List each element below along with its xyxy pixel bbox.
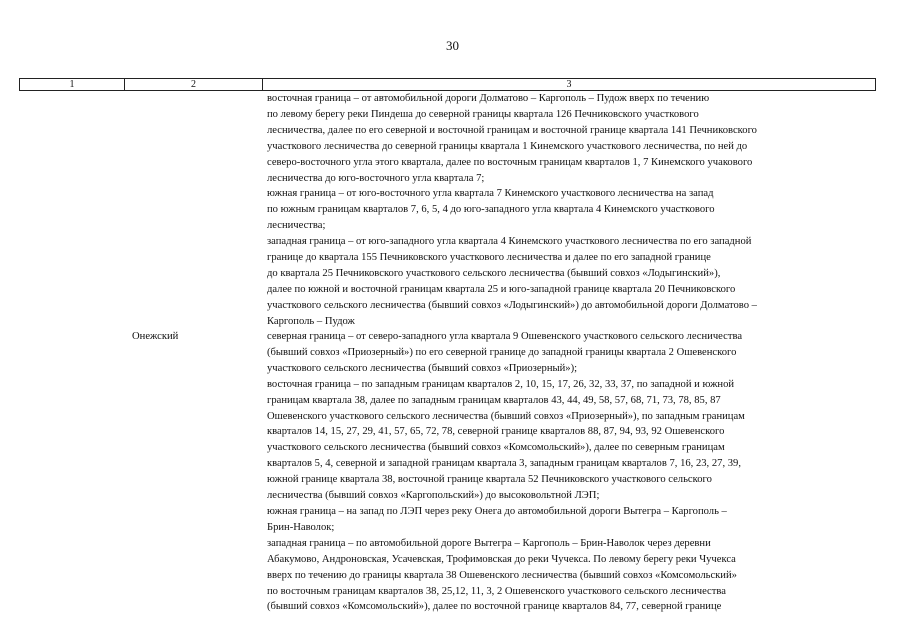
district-name: Онежский — [132, 331, 179, 342]
column-number-3: 3 — [263, 79, 876, 91]
text-line: по левому берегу реки Пиндеша до северной границы квартала 126 Печниковского участкового — [267, 108, 699, 120]
text-line: участкового сельского лесничества (бывший совхоз «Приозерный»); — [267, 362, 578, 374]
text-line: лесничества (бывший совхоз «Каргопольский») до высоковольтной ЛЭП; — [267, 490, 600, 502]
column-header-table — [19, 78, 876, 91]
page-number: 30 — [446, 38, 459, 53]
text-line: северная граница – от северо-западного угла квартала 9 Ошевенского участкового сельского лесничества — [267, 331, 743, 342]
text-line: лесничества до юго-восточного угла квартала 7; — [267, 172, 485, 184]
text-line: восточная граница – по западным границам кварталов 2, 10, 15, 17, 26, 32, 33, 37, по западной и южной — [267, 378, 735, 390]
text-line: по восточным границам кварталов 38, 25,12, 11, 3, 2 Ошевенского участкового сельского лесничества — [267, 585, 726, 597]
boundary-description-previous — [267, 91, 877, 330]
text-line: по южным границам кварталов 7, 6, 5, 4 до юго-западного угла квартала 4 Кинемского участкового — [267, 204, 715, 216]
text-line: западная граница – по автомобильной дороге Вытегра – Каргополь – Брин-Наволок через деревни — [267, 537, 711, 549]
text-line: участкового лесничества до северной границы квартала 1 Кинемского участкового лесничества, по ней до — [267, 140, 748, 152]
text-line: участкового сельского лесничества (бывший совхоз «Лодыгинский») до автомобильной дороги Долматово – — [267, 299, 757, 311]
text-line: лесничества, далее по его северной и восточной границам и восточной границе квартала 141 Печниковского — [267, 124, 757, 136]
text-line: (бывший совхоз «Приозерный») по его северной границе до западной границы квартала 2 Ошевенского — [267, 346, 737, 358]
column-number-1: 1 — [20, 79, 125, 91]
text-line: кварталов 5, 4, северной и западной границам квартала 3, западным границам кварталов 7, 16, 23, 27, 39, — [267, 458, 741, 470]
text-line: Брин-Наволок; — [267, 521, 335, 533]
text-line: кварталов 14, 15, 27, 29, 41, 57, 65, 72, 78, северной границе кварталов 88, 87, 94, 93, 92 Ошевенского — [267, 426, 725, 438]
text-line: (бывший совхоз «Комсомольский»), далее по восточной границе кварталов 84, 77, северной границе — [267, 601, 722, 613]
text-line: Абакумово, Андроновская, Усачевская, Трофимовская до реки Чучекса. По левому берегу реки Чучекса — [267, 553, 736, 565]
boundary-description-onezhsky — [267, 329, 877, 615]
text-line: Ошевенского участкового сельского лесничества (бывший совхоз «Приозерный»), по западным границам — [267, 410, 745, 422]
text-line: южная граница – от юго-восточного угла квартала 7 Кинемского участкового лесничества на запад — [267, 188, 714, 200]
text-line: границе до квартала 155 Печниковского участкового лесничества и далее по его западной границе — [267, 252, 711, 264]
text-line: участкового сельского лесничества (бывший совхоз «Комсомольский»), далее по северным границам — [267, 442, 725, 454]
text-line: границам квартала 38, далее по западным границам кварталов 43, 44, 49, 58, 57, 68, 71, 73, 78, 85, 87 — [267, 394, 721, 406]
text-line: далее по южной и восточной границам квартала 25 и юго-западной границе квартала 20 Печниковского — [267, 283, 736, 295]
text-line: восточная граница – от автомобильной дороги Долматово – Каргополь – Пудож вверх по течению — [267, 93, 710, 104]
text-line: западная граница – от юго-западного угла квартала 4 Кинемского участкового лесничества по его западной — [267, 236, 752, 248]
text-line: до квартала 25 Печниковского участкового сельского лесничества (бывший совхоз «Лодыгинский»), — [267, 267, 721, 279]
text-line: вверх по течению до границы квартала 38 Ошевенского лесничества (бывший совхоз «Комсомольский» — [267, 569, 737, 581]
text-line: лесничества; — [267, 220, 326, 232]
text-line: северо-восточного угла этого квартала, далее по восточным границам кварталов 1, 7 Кинемского учакового — [267, 156, 753, 168]
text-line: Каргополь – Пудож — [267, 315, 355, 327]
text-line: южной границе квартала 38, восточной границе квартала 52 Печниковского участкового сельского — [267, 474, 712, 486]
column-header-row — [20, 79, 876, 91]
text-line: южная граница – на запад по ЛЭП через реку Онега до автомобильной дороги Вытегра – Каргополь – — [267, 505, 727, 517]
column-number-2: 2 — [125, 79, 263, 91]
